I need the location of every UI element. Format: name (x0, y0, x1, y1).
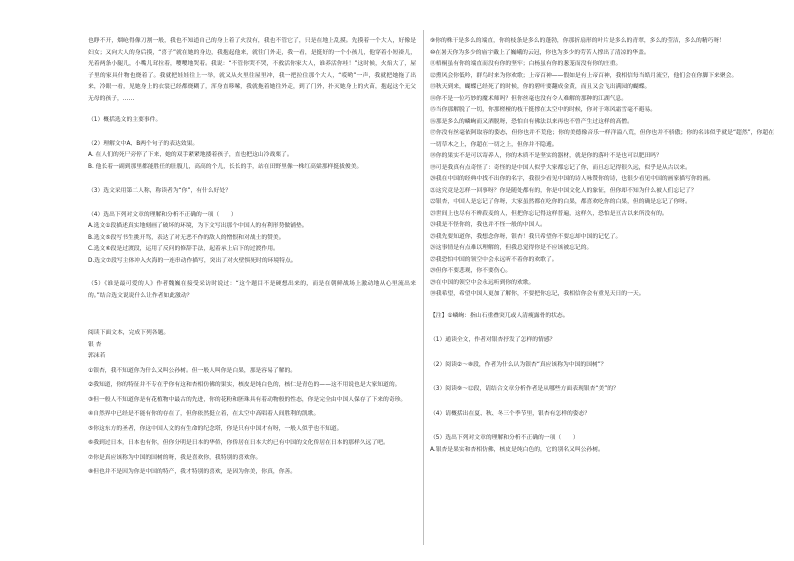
question-1: （1）概括选文的主要事件。 (88, 117, 162, 123)
question-4-stem: （4）选出下列对文章的理解和分析不正确的一项（ ） (88, 211, 237, 218)
essay-paragraph: ⑯那是多么的嶙峋而又洒脱呀，恐怕自有佛法以来再也不曾产生过这样的高僧。 (430, 118, 633, 125)
essay-paragraph: ㉙在中国的领空中会永远听到你的欢歌。 (430, 279, 535, 286)
essay-question-5-option-a: A.银杏是果实和杏相仿佛，核皮是纯白色的，它的别名又叫公孙树。 (430, 446, 604, 453)
essay-paragraph: ⑤你这东方的圣者，你这中国人文的有生命的纪念塔，你是只有中国才有呀，一般人似乎也不知道。 (88, 425, 343, 432)
essay-paragraph: ㉗我恐怕中国的领空中会永远听不着你的欢歌了。 (430, 256, 558, 263)
essay-paragraph: ㉔我是不怪你的，我也并不怪一般的中国人。 (430, 222, 546, 228)
essay-author: 郭沫若 (88, 353, 106, 359)
question-2-sentence-a: A. 在人们的死尸旁停了下来，她的双手紧紧地搂着孩子，直也把这山冷战栗了。 (88, 152, 293, 158)
essay-paragraph: ⑬秋天到来，蝴蝶已经死了的时候，你的碧叶要翻成金黄，而且又会飞出满园的蝴蝶。 (430, 84, 651, 90)
essay-question-1: （1）通读全文，作者对银杏抒发了怎样的情感？ (430, 337, 556, 343)
left-column (88, 36, 416, 546)
footnote: 【注】①嶙峋：指山石重叠突兀或人清瘦露骨的状态。 (430, 312, 569, 319)
essay-paragraph: ⑱你的果实不是可以寄养人，你的木质不是坚实的器材，就是你的落叶不是也可以肥田吗？ (430, 153, 662, 159)
essay-paragraph: ㉚我希望，希望中国人更加了解你，不要把你忘记，我相信你会有重见天日的一天。 (430, 291, 645, 297)
essay-paragraph: ㉖这事情是有点难以理解的，但我总觉得你是不应该被忘记的。 (430, 245, 593, 251)
essay-paragraph: ⑧但也并不是因为你是中国的特产，我才特别的喜欢，是因为你美，你真，你善。 (88, 469, 297, 475)
essay-paragraph: ㉕我先要知道你，我想念你呀，银杏！我只希望你不要忘却中国的记忆了。 (430, 233, 622, 240)
essay-paragraph: ④自然界中已经是不能有你的存在了，但你依然挺立着，在太空中高唱着人间胜利的凯歌。 (88, 411, 320, 417)
essay-paragraph: ①银杏，我不知道你为什么又叫公孙树。但一般人叫你是白果，那是容易了解的。 (88, 367, 297, 374)
essay-question-4: （4）请概括出在夏、秋、冬三个季节里，银杏有怎样的姿态？ (430, 410, 591, 417)
essay-paragraph: ㉘但你不要悲观，你不要伤心。 (430, 268, 512, 274)
essay-paragraph: ⑳我在中国的经典中找不出你的名字，我很少看见中国的诗人咏赞你的诗，也很少看见中国的画家描写你的画。 (430, 176, 715, 182)
question-4-option-d: D.选文⑦段写主体冲入火海的一连串动作描写，突出了对火壁惧死时的环境特点。 (88, 257, 297, 264)
essay-question-2: （2）阅读②～⑧段，作者为什么认为银杏“真应该称为中国的国树”？ (430, 361, 607, 368)
essay-paragraph: ⑩在暑天你为多少的庙宇戴上了巍峨的云冠，你也为多少的劳苦人撑出了清凉的华盖。 (430, 49, 650, 56)
question-4-option-a: A.选文①段描述真实地刻画了破坏的环境，为下文写出那个中国人的有利形势做铺垫。 (88, 223, 308, 229)
essay-paragraph: ②我知道，你的特征并不专在乎你有这和杏相仿佛的果实，核皮是纯白色的，核仁是青色的——这不用说也是大家知道的。 (88, 382, 401, 388)
question-2-stem: （2）理解文中A、B两个句子的表达效果。 (88, 140, 199, 147)
question-5: （5）《谁是最可爱的人》作者魏巍在接受采访时说过：“这个题目不是硬想出来的，而是在朝鲜战场上激动地从心里流出来的。”结合选文说说什么让作者如此激动？ (88, 281, 416, 299)
essay-title: 银 杏 (88, 341, 102, 348)
reading-instruction: 阅读下面文本，完成下列各题。 (88, 330, 170, 336)
essay-paragraph: ㉒银杏，中国人是忘记了你呀，大家虽然都在吃你的白果，都喜欢吃你的白果，但的确是忘记了你呀。 (430, 199, 691, 205)
essay-paragraph: ⑪梧桐虽有你的端直而没有你的坚牢；白杨虽有你的葱茏而没有你的庄重。 (430, 61, 622, 67)
question-4-option-c: C.选文⑥段是过渡段，运用了反问的修辞手法，起着承上启下的过渡作用。 (88, 246, 279, 252)
essay-paragraph: ⑭你不是一位巧妙的魔术师吗？但你丝毫也没有令人难解的那种的江湖气息。 (430, 95, 628, 102)
question-4-option-b: B.选文⑤段写书生挑开骂，表达了对无恶不作的敌人的憎恨和对战士的赞美。 (88, 234, 285, 241)
essay-paragraph: ⑦你是真应该称为中国的国树的呀，我是喜欢你，我特别的喜欢你。 (88, 454, 262, 461)
question-3: （3）选文采用第二人称，称读者为“你”，有什么好处？ (88, 188, 232, 194)
essay-paragraph: ⑫熏风会你低吟，群鸟时来为你欢歌；上帝百神——假如是有上帝百神，我相信每当皓月流空，他们会在你脚下来聚会。 (430, 72, 738, 79)
essay-paragraph: ㉑这究竟是怎样一回事呀？你是随处都有的，你是中国文化人的象征，但你却不知为什么被人们忘记了？ (430, 187, 697, 194)
question-2-sentence-b: B. 他长着一副到那里都能胜任的肚腹儿，高高的个儿，长长的手，站在田野里像一株红高粱那样挺拔俊美。 (88, 163, 363, 170)
essay-paragraph: ⑨你的株干是多么的端直，你的枝条是多么的蓬勃，你那折扇形的叶片是多么的青翠，多么的莹洁，多么的精巧呀！ (430, 38, 726, 44)
essay-paragraph: ⑥我到过日本，日本也有你，但你分明是日本的华侨，你侨居在日本大约已有中国的文化侨居在日本的那样久远了吧。 (88, 440, 389, 446)
essay-paragraph: ③但一般人不知道你是有花植物中最古的先进，你的花粉和胚珠具有着动物般的性态，你是完全由中国人保存了下来的奇珍。 (88, 396, 407, 403)
column-divider (423, 30, 424, 545)
essay-paragraph: ⑰你没有丝毫依阿取容的姿态，但你也并不荒伧；你的美德像音乐一样洋溢八荒，但你也并不骄傲；你的名讳似乎就是“超然”，你超在一切草木之上，你超在一切之上，但你并不隐遁。 (430, 130, 774, 148)
essay-question-5: （5）选出下列对文章的理解和分析不正确的一项（ ） (430, 435, 579, 441)
right-column (430, 36, 774, 546)
story-excerpt: 也睁不开，烟呛得像刀割一般，我也不知道自己的身上着了火没有，我也不管它了，只是在地上乱摸。先摸着一个大人，好像是妇女；又向大人的身后摸，“喜子”就在她的身边，我抱起他来，就往门外走，我一看，是挺好的一个小孩儿，他穿着小短褂儿，光着两条小腿儿，小嘴儿耷拉着，嘤嘤地哭着。我说：“不管你哭不哭，不救活你家大人，谁养活你哇！”这时候，火焰大了，屋子里的家具什物也烧着了。我就把娃娃往上一举，就又从火里往屋里冲，我一把拉住那个大人，“哎哟”一声，我就把她拖了出来，冷眼一看，见她身上的衣裳已经都烧糊了，浑身直哆嗦，我就拖着她往外走，到了门外，扑灭她身上的火苗，抱起这个无父无母的孩子，…… (88, 38, 416, 102)
essay-question-3: （3）阅读⑨～⑫段，请结合文章分析作者是从哪些方面表现银杏“美”的？ (430, 386, 619, 392)
essay-paragraph: ㉓世间上也尽有不辨菽麦的人，但把你忘记得这样普遍，这样久，恐怕是亘古以来所没有的。 (430, 210, 668, 217)
essay-paragraph: ⑮当你那解脱了一切，你那槎桠的枝干挺撑在太空中的时候，你对于寒风霜雪毫不避易。 (430, 107, 657, 113)
essay-paragraph: ⑲可是我真有点奇怪了：奇怪的是中国人似乎大家都忘记了你，而且忘记得很久远，似乎是从古以来。 (430, 164, 691, 171)
